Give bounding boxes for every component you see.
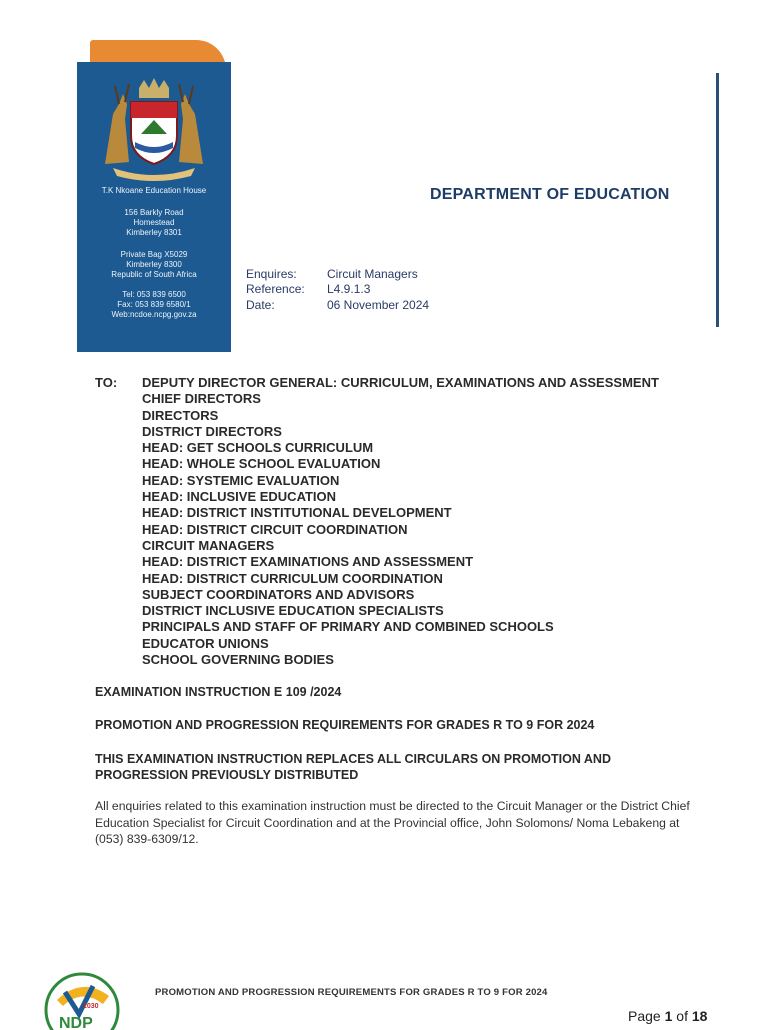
ndp-logo-icon	[43, 970, 121, 1030]
address-line: Kimberley 8300	[126, 260, 182, 269]
recipient: SCHOOL GOVERNING BODIES	[142, 652, 334, 668]
to-label: TO:	[95, 375, 118, 390]
recipient-list	[142, 375, 659, 668]
recipient: HEAD: GET SCHOOLS CURRICULUM	[142, 440, 374, 456]
replaces-notice-line1: THIS EXAMINATION INSTRUCTION REPLACES ALL CIRCULARS ON PROMOTION AND	[95, 752, 611, 766]
page-of: of	[672, 1008, 692, 1024]
recipient: SUBJECT COORDINATORS AND ADVISORS	[142, 586, 415, 602]
address-line: Republic of South Africa	[111, 270, 197, 279]
recipient: EDUCATOR UNIONS	[142, 635, 269, 651]
address-line: Tel: 053 839 6500	[122, 290, 186, 299]
logo-year: 2030	[83, 1003, 99, 1010]
page-current: 1	[664, 1008, 673, 1024]
footer-title: PROMOTION AND PROGRESSION REQUIREMENTS FOR GRADES R TO 9 FOR 2024	[155, 987, 548, 998]
recipient: DISTRICT INCLUSIVE EDUCATION SPECIALISTS	[142, 603, 444, 619]
recipient: CHIEF DIRECTORS	[142, 391, 261, 407]
date-value: 06 November 2024	[327, 298, 430, 312]
recipient: CIRCUIT MANAGERS	[142, 537, 275, 553]
date-label: Date:	[246, 298, 275, 312]
page-prefix: Page	[628, 1008, 665, 1024]
address-line: Web:ncdoe.ncpg.gov.za	[111, 310, 197, 319]
address-line: Private Bag X5029	[120, 250, 188, 259]
recipient: HEAD: DISTRICT EXAMINATIONS AND ASSESSMENT	[142, 554, 474, 570]
recipient: DEPUTY DIRECTOR GENERAL: CURRICULUM, EXAMINATIONS AND ASSESSMENT	[142, 375, 659, 390]
address-line: T.K Nkoane Education House	[101, 186, 207, 195]
reference-value: L4.9.1.3	[327, 282, 371, 296]
enquiry-paragraph: All enquiries related to this examination instruction must be directed to the Circuit Manager or the District Chief Education Specialist for Circuit Coordination and at the Provincial office, John Solomons/ Noma Lebakeng at (053) 839-6309/12.	[95, 799, 690, 846]
address-line: Kimberley 8301	[126, 228, 182, 237]
recipient: HEAD: DISTRICT INSTITUTIONAL DEVELOPMENT	[142, 505, 452, 521]
enquiries-value: Circuit Managers	[327, 267, 418, 281]
logo-text: NDP	[59, 1015, 93, 1030]
replaces-notice-line2: PROGRESSION PREVIOUSLY DISTRIBUTED	[95, 768, 359, 782]
reference-label: Reference:	[246, 282, 305, 296]
subject-heading: PROMOTION AND PROGRESSION REQUIREMENTS FOR GRADES R TO 9 FOR 2024	[95, 718, 595, 732]
recipient: PRINCIPALS AND STAFF OF PRIMARY AND COMBINED SCHOOLS	[142, 619, 554, 635]
recipient: DISTRICT DIRECTORS	[142, 423, 282, 439]
recipient: DIRECTORS	[142, 407, 219, 423]
recipient: HEAD: DISTRICT CURRICULUM COORDINATION	[142, 570, 443, 586]
recipient: HEAD: INCLUSIVE EDUCATION	[142, 489, 337, 505]
address-line: 156 Barkly Road	[124, 208, 184, 217]
address-line: Homestead	[133, 218, 175, 227]
letterhead-panel	[77, 62, 231, 352]
address-line: Fax: 053 839 6580/1	[117, 300, 191, 309]
header-divider	[716, 73, 719, 327]
page-total: 18	[691, 1008, 708, 1024]
department-title: DEPARTMENT OF EDUCATION	[430, 186, 670, 203]
page-number	[628, 1008, 707, 1024]
recipient: HEAD: SYSTEMIC EVALUATION	[142, 472, 340, 488]
recipient: HEAD: DISTRICT CIRCUIT COORDINATION	[142, 521, 408, 537]
instruction-number: EXAMINATION INSTRUCTION E 109 /2024	[95, 685, 342, 699]
coat-of-arms-icon	[95, 74, 213, 184]
recipient: HEAD: WHOLE SCHOOL EVALUATION	[142, 456, 381, 472]
enquiries-label: Enquires:	[246, 267, 297, 281]
